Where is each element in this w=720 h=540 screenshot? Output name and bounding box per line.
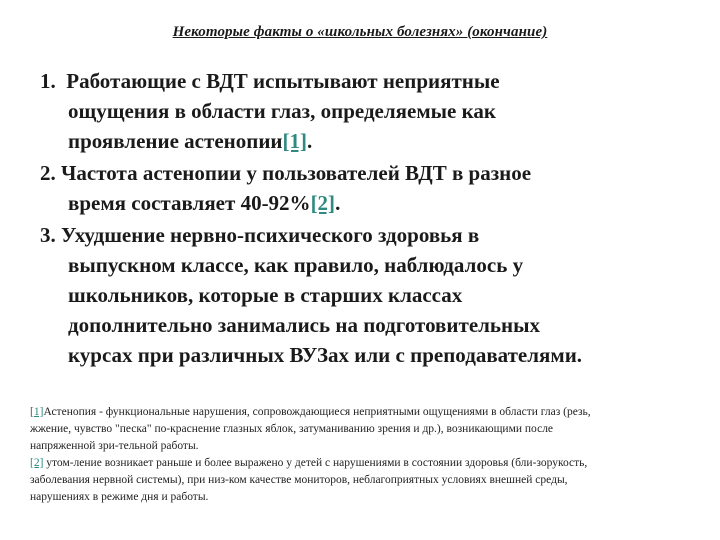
footnote-text: Астенопия - функциональные нарушения, сопровождающиеся неприятными ощущениями в области глаз (резь, xyxy=(43,406,591,418)
fact-text: выпускном классе, как правило, наблюдалось у xyxy=(68,253,524,277)
fact-text: проявление астенопии xyxy=(68,129,283,153)
fact-text: курсах при различных ВУЗах или с преподавателями. xyxy=(68,343,583,367)
fact-text: . xyxy=(335,191,341,215)
fact-number: 1. xyxy=(40,69,56,93)
footnote-2 xyxy=(30,455,695,506)
fact-text: школьников, которые в старших классах xyxy=(68,283,463,307)
facts-list xyxy=(40,66,680,372)
fact-text: время составляет 40-92% xyxy=(68,191,311,215)
page-title: Некоторые факты о «школьных болезнях» (окончание) xyxy=(172,24,548,40)
footnotes xyxy=(30,404,695,506)
footnote-text: жжение, чувство "песка" по-краснение глазных яблок, затуманиванию зрения и др.), возникающими после xyxy=(30,423,554,435)
fact-text: дополнительно занимались на подготовительных xyxy=(68,313,541,337)
fact-number: 3. xyxy=(40,223,56,247)
footnote-link-2[interactable]: [2] xyxy=(310,191,336,215)
footnote-1 xyxy=(30,404,695,455)
fact-number: 2. xyxy=(40,161,56,185)
footnote-text: заболевания нервной системы), при низ-ком качестве мониторов, неблагоприятных условиях внешней среды, xyxy=(30,474,568,486)
footnote-bracket: [ xyxy=(30,406,34,418)
fact-item-1 xyxy=(40,66,680,156)
fact-text: ощущения в области глаз, определяемые как xyxy=(68,99,496,123)
fact-text: Ухудшение нервно-психического здоровья в xyxy=(61,223,480,247)
fact-text: . xyxy=(307,129,313,153)
footnote-text: нарушениях в режиме дня и работы. xyxy=(30,491,209,503)
footnote-backlink-1[interactable]: 1] xyxy=(33,406,44,418)
fact-item-2 xyxy=(40,158,680,218)
fact-item-3 xyxy=(40,220,680,370)
fact-text: Работающие с ВДТ испытывают неприятные xyxy=(66,69,500,93)
fact-text: Частота астенопии у пользователей ВДТ в разное xyxy=(61,161,532,185)
footnote-text: утом-ление возникает раньше и более выражено у детей с нарушениями в состоянии здоровья (бли-зорукость, xyxy=(43,457,588,469)
footnote-link-1[interactable]: [1] xyxy=(282,129,308,153)
footnote-backlink-2[interactable]: [2] xyxy=(30,457,44,469)
footnote-text: напряженной зри-тельной работы. xyxy=(30,440,199,452)
